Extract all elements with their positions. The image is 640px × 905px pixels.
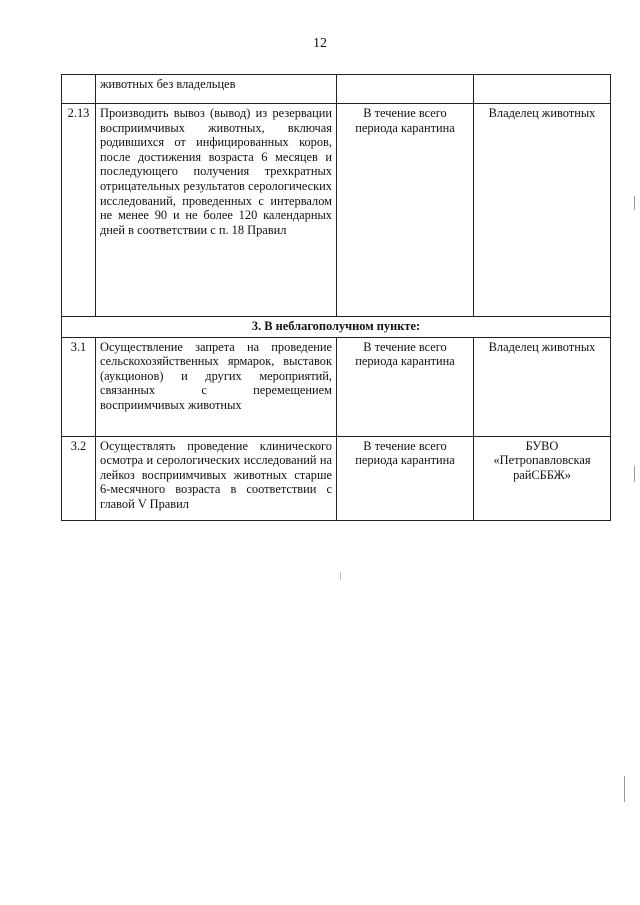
- row-action: Осуществлять проведение клинического осмотра и серологических исследований на лейкоз восприимчивых животных старше 6-месячного возраста в соответствии с главой V Правил: [96, 436, 337, 520]
- table-row-2-13: [62, 104, 611, 317]
- row-number: 3.1: [62, 337, 96, 436]
- row-action: Осуществление запрета на проведение сельскохозяйственных ярмарок, выставок (аукционов) и других мероприятий, связанных с перемещением восприимчивых животных: [96, 337, 337, 436]
- table-row-3-2: [62, 436, 611, 520]
- row-responsible: [474, 75, 611, 104]
- row-number: [62, 75, 96, 104]
- row-action: животных без владельцев: [96, 75, 337, 104]
- row-term: В течение всего периода карантина: [337, 104, 474, 317]
- scan-mark: [624, 776, 625, 802]
- section-header-row: [62, 317, 611, 338]
- row-responsible: Владелец животных: [474, 104, 611, 317]
- scan-mark: [634, 466, 635, 482]
- row-number: 3.2: [62, 436, 96, 520]
- row-term: В течение всего периода карантина: [337, 436, 474, 520]
- section-title: 3. В неблагополучном пункте:: [62, 317, 611, 338]
- row-term: [337, 75, 474, 104]
- row-action: Производить вывоз (вывод) из резервации восприимчивых животных, включая родившихся от инфицированных коров, после достижения возраста 6 месяцев и последующего получения трехкратных отрицательных результатов серологических исследований, проведенных с интервалом не менее 90 и не более 120 календарных дней в соответствии с п. 18 Правил: [96, 104, 337, 317]
- row-term: В течение всего периода карантина: [337, 337, 474, 436]
- quarantine-measures-table: [61, 74, 611, 521]
- table-row-3-1: [62, 337, 611, 436]
- scan-mark: [634, 196, 635, 210]
- table-row-continuation: [62, 75, 611, 104]
- row-responsible: Владелец животных: [474, 337, 611, 436]
- scan-mark: [340, 572, 341, 580]
- row-number: 2.13: [62, 104, 96, 317]
- page-number: 12: [313, 36, 327, 51]
- row-responsible: БУВО «Петропавловская райСББЖ»: [474, 436, 611, 520]
